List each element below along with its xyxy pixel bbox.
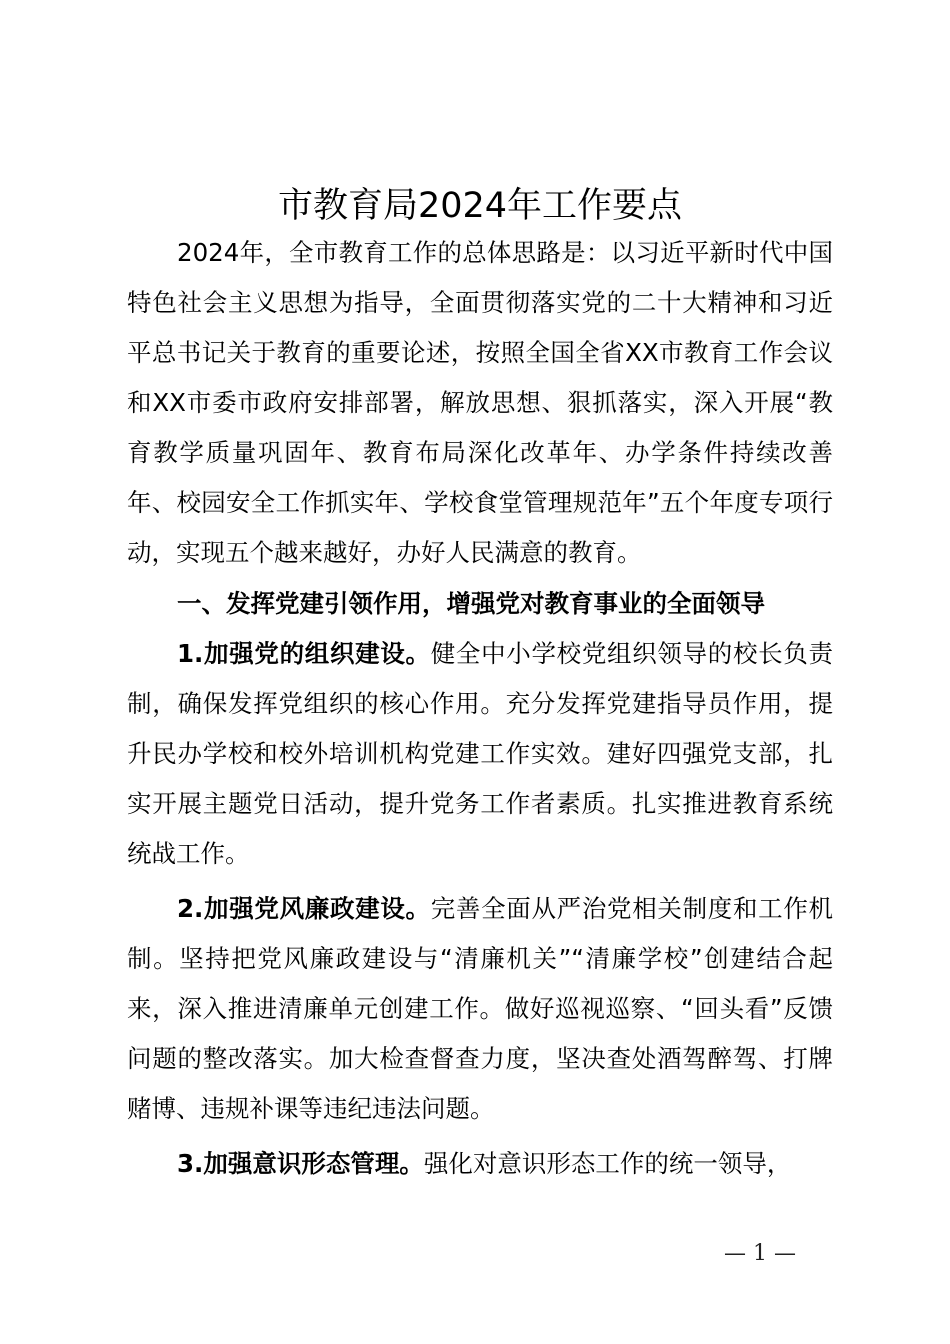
intro-paragraph: 2024年，全市教育工作的总体思路是：以习近平新时代中国特色社会主义思想为指导，全面贯彻落实党的二十大精神和习近平总书记关于教育的重要论述，按照全国全省XX市教育工作会议和XX市委市政府安排部署，解放思想、狠抓落实，深入开展“教育教学质量巩固年、教育布局深化改革年、办学条件持续改善年、校园安全工作抓实年、学校食堂管理规范年”五个年度专项行动，实现五个越来越好，办好人民满意的教育。 (127, 238, 833, 567)
item-text: 健全中小学校党组织领导的校长负责制，确保发挥党组织的核心作用。充分发挥党建指导员作用，提升民办学校和校外培训机构党建工作实效。建好四强党支部，扎实开展主题党日活动，提升党务工作者素质。扎实推进教育系统统战工作。 (127, 639, 834, 868)
document-page (127, 178, 833, 1189)
item-text: 强化对意识形态工作的统一领导， (423, 1149, 792, 1178)
list-item (127, 629, 833, 879)
page-number: — 1 — (724, 1241, 796, 1266)
list-item (127, 1139, 833, 1189)
list-item (127, 884, 833, 1134)
document-title: 市教育局2024年工作要点 (277, 186, 683, 226)
item-lead: 1.加强党的组织建设。 (177, 639, 431, 668)
item-text: 完善全面从严治党相关制度和工作机制。坚持把党风廉政建设与“清廉机关”“清廉学校”创建结合起来，深入推进清廉单元创建工作。做好巡视巡察、“回头看”反馈问题的整改落实。加大检查督查力度，坚决查处酒驾醉驾、打牌赌博、违规补课等违纪违法问题。 (127, 894, 834, 1123)
section-heading: 一、发挥党建引领作用，增强党对教育事业的全面领导 (177, 589, 765, 618)
item-lead: 2.加强党风廉政建设。 (177, 894, 431, 923)
item-lead: 3.加强意识形态管理。 (177, 1149, 424, 1178)
